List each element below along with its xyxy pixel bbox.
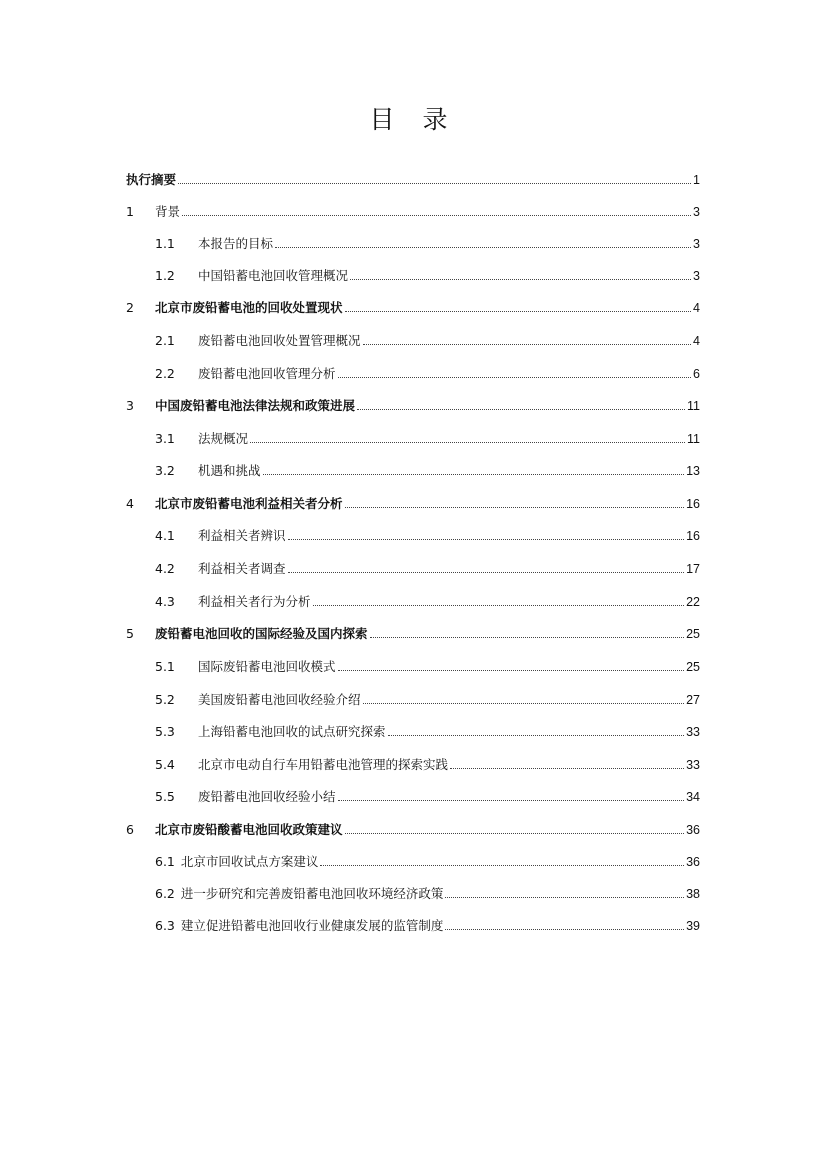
toc-entry-title: 执行摘要 xyxy=(126,172,177,187)
toc-entry-number: 3 xyxy=(126,398,134,413)
toc-entry-page: 16 xyxy=(686,529,700,543)
toc-entry-title: 废铅蓄电池回收管理分析 xyxy=(198,366,336,381)
toc-entry-title: 背景 xyxy=(155,204,181,219)
dot-leader xyxy=(338,377,692,378)
toc-entry-page: 1 xyxy=(693,173,700,187)
dot-leader xyxy=(450,768,684,769)
toc-entry-number: 6.2 xyxy=(155,886,175,901)
dot-leader xyxy=(350,279,691,280)
toc-entry-page: 25 xyxy=(686,660,700,674)
toc-entry[interactable] xyxy=(155,786,700,804)
toc-entry-number: 1.2 xyxy=(155,268,175,283)
toc-entry-title: 废铅蓄电池回收的国际经验及国内探索 xyxy=(155,626,368,641)
toc-entry-number: 5.2 xyxy=(155,692,175,707)
dot-leader xyxy=(288,572,685,573)
toc-entry-title: 法规概况 xyxy=(198,431,249,446)
toc-entry-title: 利益相关者行为分析 xyxy=(198,594,311,609)
toc-entry-number: 6.3 xyxy=(155,918,175,933)
toc-entry-page: 17 xyxy=(686,562,700,576)
toc-entry-title: 中国废铅蓄电池法律法规和政策进展 xyxy=(155,398,356,413)
toc-entry-page: 11 xyxy=(687,399,700,413)
toc-entry-page: 4 xyxy=(693,301,700,315)
toc-entry[interactable] xyxy=(126,201,700,219)
toc-entry-number: 2.2 xyxy=(155,366,175,381)
toc-entry[interactable] xyxy=(155,851,700,869)
dot-leader xyxy=(313,605,685,606)
toc-entry-number: 3.2 xyxy=(155,463,175,478)
toc-entry-title: 上海铅蓄电池回收的试点研究探索 xyxy=(198,724,386,739)
dot-leader xyxy=(178,183,691,184)
toc-entry-title: 北京市废铅蓄电池的回收处置现状 xyxy=(155,300,343,315)
toc-entry-number: 1 xyxy=(126,204,134,219)
toc-entry-title: 美国废铅蓄电池回收经验介绍 xyxy=(198,692,361,707)
toc-entry[interactable] xyxy=(155,363,700,381)
toc-entry-number: 5.4 xyxy=(155,757,175,772)
toc-entry-number: 5.3 xyxy=(155,724,175,739)
toc-entry[interactable] xyxy=(155,558,700,576)
toc-entry[interactable] xyxy=(126,493,700,511)
toc-entry-page: 36 xyxy=(686,855,700,869)
toc-entry-title: 建立促进铅蓄电池回收行业健康发展的监管制度 xyxy=(180,918,444,933)
toc-entry-number: 6.1 xyxy=(155,854,175,869)
toc-entry-title: 本报告的目标 xyxy=(198,236,274,251)
dot-leader xyxy=(345,833,685,834)
dot-leader xyxy=(320,865,684,866)
toc-entry-number: 2 xyxy=(126,300,134,315)
toc-entry-title: 进一步研究和完善废铅蓄电池回收环境经济政策 xyxy=(180,886,444,901)
toc-entry-title: 国际废铅蓄电池回收模式 xyxy=(198,659,336,674)
toc-entry[interactable] xyxy=(155,330,700,348)
toc-entry-title: 北京市电动自行车用铅蓄电池管理的探索实践 xyxy=(198,757,449,772)
dot-leader xyxy=(345,507,685,508)
dot-leader xyxy=(445,897,684,898)
dot-leader xyxy=(363,344,692,345)
toc-entry-number: 4 xyxy=(126,496,134,511)
toc-entry-number: 1.1 xyxy=(155,236,175,251)
toc-entry-page: 38 xyxy=(686,887,700,901)
toc-entry[interactable] xyxy=(155,233,700,251)
toc-entry-page: 33 xyxy=(686,758,700,772)
toc-entry-page: 34 xyxy=(686,790,700,804)
toc-entry-title: 废铅蓄电池回收经验小结 xyxy=(198,789,336,804)
toc-entry[interactable] xyxy=(155,591,700,609)
dot-leader xyxy=(363,703,685,704)
toc-entry[interactable] xyxy=(155,721,700,739)
toc-entry-page: 3 xyxy=(693,269,700,283)
toc-entry-page: 33 xyxy=(686,725,700,739)
dot-leader xyxy=(288,539,685,540)
dot-leader xyxy=(338,800,685,801)
toc-entry[interactable] xyxy=(155,525,700,543)
toc-entry-number: 5 xyxy=(126,626,134,641)
toc-entry-title: 北京市废铅酸蓄电池回收政策建议 xyxy=(155,822,343,837)
toc-entry-title: 利益相关者辨识 xyxy=(198,528,286,543)
toc-entry-page: 16 xyxy=(686,497,700,511)
toc-entry[interactable] xyxy=(155,428,700,446)
toc-entry-page: 39 xyxy=(686,919,700,933)
toc-entry[interactable] xyxy=(155,265,700,283)
toc-entry-title: 北京市废铅蓄电池利益相关者分析 xyxy=(155,496,343,511)
toc-entry[interactable] xyxy=(155,883,700,901)
toc-entry-page: 36 xyxy=(686,823,700,837)
toc-entry-number: 2.1 xyxy=(155,333,175,348)
toc-entry-page: 25 xyxy=(686,627,700,641)
toc-entry[interactable] xyxy=(126,169,700,187)
dot-leader xyxy=(182,215,691,216)
toc-entry-title: 机遇和挑战 xyxy=(198,463,261,478)
dot-leader xyxy=(338,670,685,671)
toc-entry[interactable] xyxy=(126,297,700,315)
toc-entry-title: 利益相关者调查 xyxy=(198,561,286,576)
dot-leader xyxy=(370,637,685,638)
dot-leader xyxy=(357,409,685,410)
toc-entry-page: 3 xyxy=(693,205,700,219)
toc-entry[interactable] xyxy=(155,915,700,933)
toc-entry[interactable] xyxy=(155,656,700,674)
toc-entry-number: 5.1 xyxy=(155,659,175,674)
toc-entry[interactable] xyxy=(155,754,700,772)
toc-entry-title: 废铅蓄电池回收处置管理概况 xyxy=(198,333,361,348)
dot-leader xyxy=(388,735,685,736)
dot-leader xyxy=(250,442,685,443)
toc-entry-page: 6 xyxy=(693,367,700,381)
toc-entry-number: 4.1 xyxy=(155,528,175,543)
toc-entry-number: 6 xyxy=(126,822,134,837)
dot-leader xyxy=(263,474,685,475)
toc-entry-page: 4 xyxy=(693,334,700,348)
toc-entry-page: 22 xyxy=(686,595,700,609)
toc-entry-page: 27 xyxy=(686,693,700,707)
dot-leader xyxy=(275,247,691,248)
toc-entry[interactable] xyxy=(126,819,700,837)
toc-entry[interactable] xyxy=(155,460,700,478)
toc-entry-page: 11 xyxy=(687,432,700,446)
toc-entry-page: 3 xyxy=(693,237,700,251)
toc-entry-title: 中国铅蓄电池回收管理概况 xyxy=(198,268,349,283)
page-title: 目 录 xyxy=(369,105,458,134)
dot-leader xyxy=(445,929,684,930)
toc-entry-number: 4.3 xyxy=(155,594,175,609)
toc-entry-number: 4.2 xyxy=(155,561,175,576)
toc-entry-number: 5.5 xyxy=(155,789,175,804)
toc-entry-page: 13 xyxy=(686,464,700,478)
toc-entry-number: 3.1 xyxy=(155,431,175,446)
toc-entry[interactable] xyxy=(126,395,700,413)
toc-entry[interactable] xyxy=(126,623,700,641)
dot-leader xyxy=(345,311,692,312)
toc-entry-title: 北京市回收试点方案建议 xyxy=(180,854,319,869)
toc-entry[interactable] xyxy=(155,689,700,707)
